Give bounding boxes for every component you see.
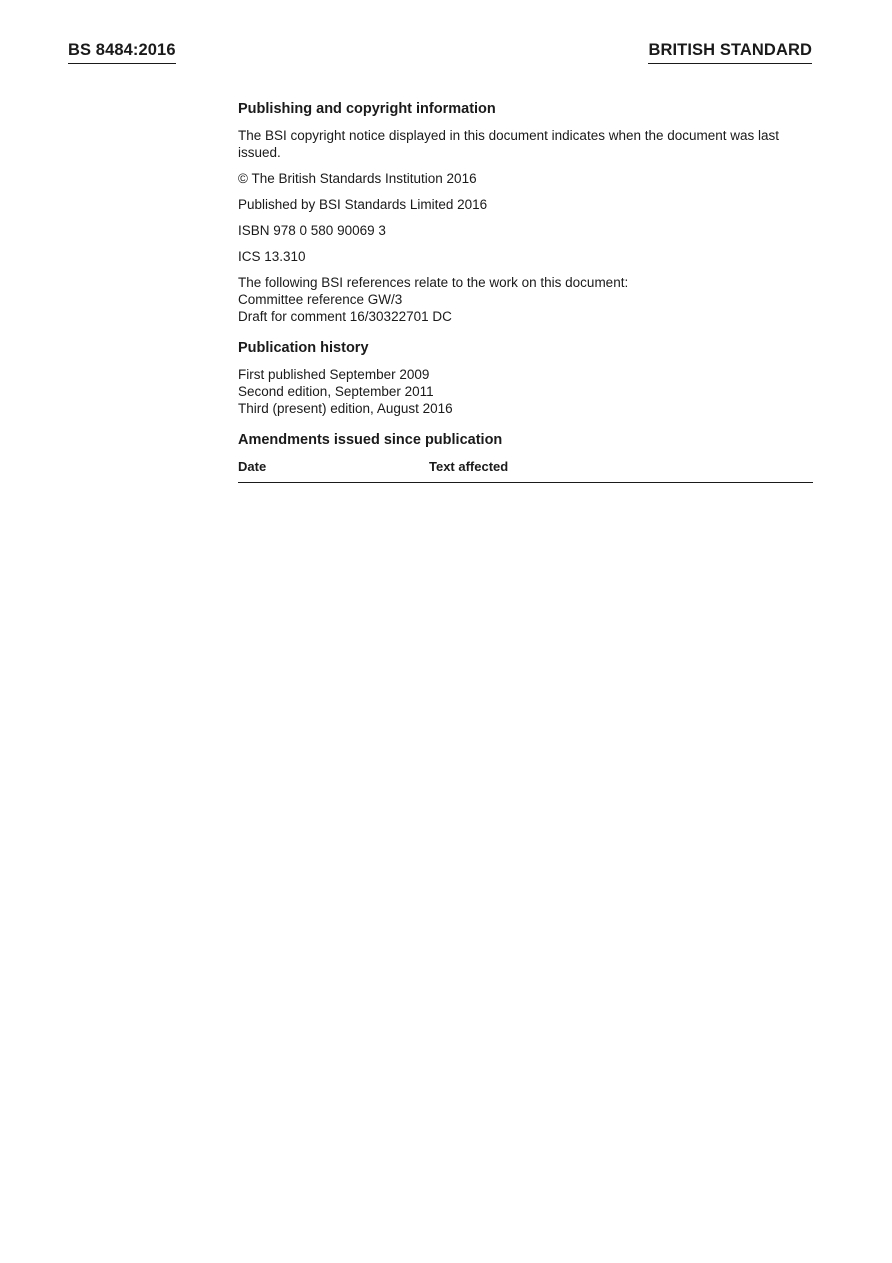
published-by-line: Published by BSI Standards Limited 2016 — [238, 197, 488, 212]
bsi-references — [238, 274, 813, 325]
amendments-heading: Amendments issued since publication — [238, 432, 503, 448]
committee-reference: Committee reference GW/3 — [238, 292, 403, 307]
text-affected-column-header: Text affected — [429, 459, 509, 474]
publishing-heading: Publishing and copyright information — [238, 101, 496, 117]
draft-for-comment: Draft for comment 16/30322701 DC — [238, 309, 452, 324]
copyright-notice-text: The BSI copyright notice displayed in this document indicates when the document was last issued. — [238, 128, 780, 160]
date-column-header: Date — [238, 459, 267, 474]
publishing-info — [238, 100, 813, 483]
publication-history-heading: Publication history — [238, 340, 369, 356]
ics-line: ICS 13.310 — [238, 249, 306, 264]
history-line: Second edition, September 2011 — [238, 384, 434, 399]
british-standard-header: BRITISH STANDARD — [648, 40, 812, 64]
amendments-table-header — [238, 458, 813, 483]
copyright-line: © The British Standards Institution 2016 — [238, 171, 477, 186]
isbn-line: ISBN 978 0 580 90069 3 — [238, 223, 386, 238]
history-line: Third (present) edition, August 2016 — [238, 401, 453, 416]
history-line: First published September 2009 — [238, 367, 430, 382]
publication-history — [238, 366, 813, 417]
document-number-header: BS 8484:2016 — [68, 40, 176, 64]
references-intro: The following BSI references relate to the work on this document: — [238, 275, 629, 290]
